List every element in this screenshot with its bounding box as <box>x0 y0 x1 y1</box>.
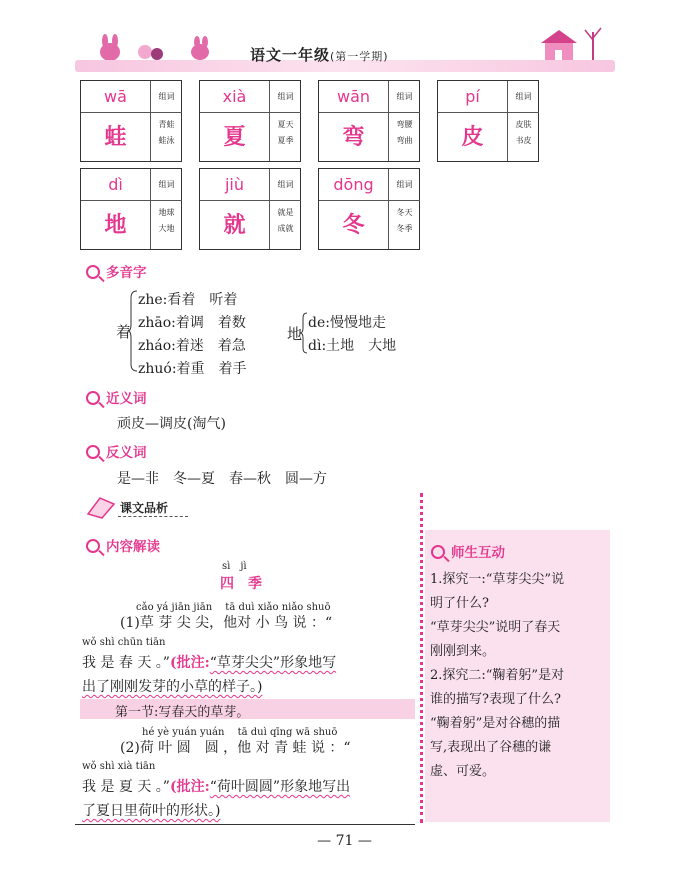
pinyin-line: cǎo yá jiān jiān tā duì xiǎo niǎo shuō <box>136 602 331 613</box>
side-line: 虚、可爱。 <box>430 764 496 779</box>
poem-line: (1)草 芽 尖 尖，他对 小 鸟 说 ：“ <box>120 615 333 631</box>
section-jinyici-heading: 近义词 <box>86 387 147 407</box>
card-words: 弯腰 弯曲 <box>396 120 413 145</box>
card-pinyin: dōng <box>319 169 389 201</box>
side-line: 刚刚到来。 <box>430 644 496 659</box>
vocab-card <box>437 80 539 162</box>
section-fanyici-heading: 反义词 <box>86 441 147 461</box>
page-number: — 71 — <box>317 833 372 849</box>
magnifier-icon <box>86 539 100 553</box>
poem-line: 我 是 夏 天 。”(批注:“荷叶圆圆”形象地写出 <box>82 779 351 795</box>
card-character: 就 <box>200 201 270 249</box>
brace-icon <box>128 290 138 372</box>
poem-title-pinyin: sì jì <box>222 561 247 572</box>
card-pinyin: wān <box>319 81 389 113</box>
poem-line: (2)荷 叶 圆 圆 ，他 对 青 蛙 说 ：“ <box>120 740 351 756</box>
card-words: 地球 大地 <box>158 208 175 233</box>
magnifier-icon <box>86 445 100 459</box>
card-zuci-label: 组词 <box>508 81 539 113</box>
poem-line: 我 是 春 天 。”(批注:“草芽尖尖”形象地写 <box>82 655 337 671</box>
fanyici-text: 是—非 冬—夏 春—秋 圆—方 <box>117 471 327 487</box>
side-line: 写,表现出了谷穗的谦 <box>430 740 552 755</box>
card-words: 青蛙 蛙泳 <box>158 120 175 145</box>
magnifier-icon <box>86 391 100 405</box>
decorative-house-tree-icon <box>515 20 615 65</box>
vocab-card <box>318 168 420 250</box>
vocab-card <box>80 168 182 250</box>
vocab-card <box>80 80 182 162</box>
duoyinzi-line: zhe:看着 听着 <box>138 292 238 308</box>
duoyinzi-line: de:慢慢地走 <box>308 315 386 331</box>
side-line: “草芽尖尖”说明了春天 <box>430 620 561 635</box>
section-neirong-heading: 内容解读 <box>86 535 160 555</box>
card-pinyin: dì <box>81 169 151 201</box>
side-line: 明了什么? <box>430 596 489 611</box>
annotation-line: 出了刚刚发芽的小草的样子。) <box>82 679 263 695</box>
card-pinyin: pí <box>438 81 508 113</box>
annotation-line: 了夏日里荷叶的形状。) <box>82 803 221 819</box>
side-line: “鞠着躬”是对谷穗的描 <box>430 716 561 731</box>
book-icon <box>84 494 118 520</box>
duoyinzi-line: zhāo:着调 着数 <box>138 315 246 331</box>
card-zuci-label: 组词 <box>389 169 420 201</box>
side-line: 2.探究二:“鞠着躬”是对 <box>430 668 565 683</box>
card-pinyin: xià <box>200 81 270 113</box>
card-pinyin: wā <box>81 81 151 113</box>
section-duoyinzi-heading: 多音字 <box>86 261 147 281</box>
duoyinzi-line: zhuó:着重 着手 <box>138 361 247 377</box>
card-pinyin: jiù <box>200 169 270 201</box>
vocab-card <box>318 80 420 162</box>
card-words: 冬天 冬季 <box>396 208 413 233</box>
magnifier-icon <box>431 545 445 559</box>
side-line: 谁的描写?表现了什么? <box>430 692 561 707</box>
section-shisheng-heading: 师生互动 <box>431 541 505 561</box>
page-header <box>75 20 615 80</box>
duoyinzi-zhe-char: 着 <box>116 323 132 341</box>
card-character: 蛙 <box>81 113 151 161</box>
side-line: 1.探究一:“草芽尖尖”说 <box>430 572 565 587</box>
pinyin-line: wǒ shì chūn tiān <box>82 637 166 648</box>
poem-title: 四 季 <box>220 576 262 592</box>
summary-text: 第一节:写春天的草芽。 <box>115 705 250 720</box>
card-zuci-label: 组词 <box>270 81 301 113</box>
card-character: 弯 <box>319 113 389 161</box>
pinyin-line: wǒ shì xià tiān <box>82 761 156 772</box>
card-words: 皮肤 书皮 <box>515 120 532 145</box>
card-words: 夏天 夏季 <box>277 120 294 145</box>
duoyinzi-line: dì:土地 大地 <box>308 338 397 354</box>
vocab-card <box>199 168 301 250</box>
card-zuci-label: 组词 <box>151 81 182 113</box>
card-character: 皮 <box>438 113 508 161</box>
card-zuci-label: 组词 <box>151 169 182 201</box>
duoyinzi-di-char: 地 <box>287 325 303 343</box>
header-title: 语文一年级(第一学期) <box>250 46 389 64</box>
brace-icon <box>300 312 308 354</box>
card-words: 就是 成就 <box>277 208 294 233</box>
vocab-card <box>199 80 301 162</box>
card-character: 冬 <box>319 201 389 249</box>
duoyinzi-line: zháo:着迷 着急 <box>138 338 246 354</box>
card-zuci-label: 组词 <box>389 81 420 113</box>
card-zuci-label: 组词 <box>270 169 301 201</box>
magnifier-icon <box>86 265 100 279</box>
pinyin-line: hé yè yuán yuán tā duì qīng wā shuō <box>142 727 338 738</box>
card-character: 夏 <box>200 113 270 161</box>
jinyici-text: 顽皮—调皮(淘气) <box>117 416 226 432</box>
footer-line <box>75 824 415 825</box>
card-character: 地 <box>81 201 151 249</box>
section-kewen-heading: 课文品析 <box>84 494 194 520</box>
